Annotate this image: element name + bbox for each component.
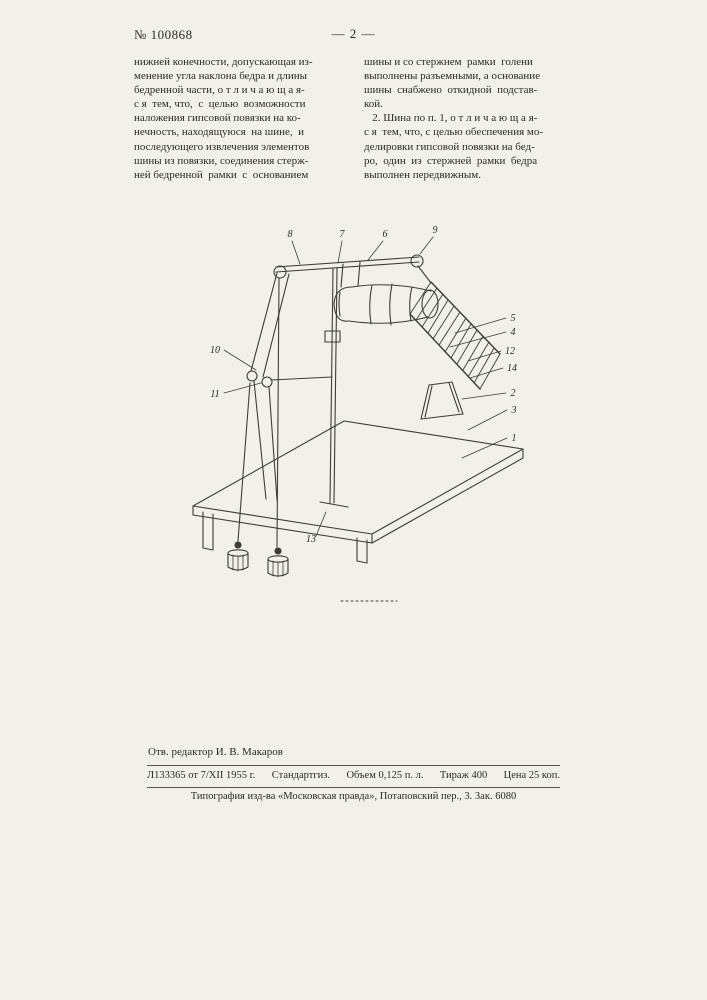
base-board <box>193 421 523 563</box>
figure-label-12: 12 <box>505 346 515 357</box>
hinge-joint <box>247 371 257 381</box>
figure-label-6: 6 <box>382 229 388 240</box>
figure-label-4: 4 <box>510 327 516 338</box>
figure-label-9: 9 <box>432 225 438 236</box>
figure-label-13: 13 <box>306 534 316 545</box>
print-info-line <box>147 770 560 781</box>
footer-divider-top <box>147 765 560 766</box>
footer-divider-bottom <box>147 787 560 788</box>
editor-line: Отв. редактор И. В. Макаров <box>148 746 283 758</box>
print-order-number: Л133365 от 7/XII 1955 г. <box>147 770 256 781</box>
figure-label-10: 10 <box>210 345 220 356</box>
weights <box>228 278 288 577</box>
cord <box>238 383 250 541</box>
typography-line: Типография изд-ва «Московская правда», Потаповский пер., 3. Зак. 6080 <box>190 791 517 802</box>
print-volume: Объем 0,125 п. л. <box>346 770 424 781</box>
right-column-text: шины и со стержнем рамки голени выполнены разъемными, а основание шины снабжено откидной подстав- кой. 2. Шина по п. 1, о т л и ч а ю щ а я- с я тем, что, с целью обеспечения мо- делировки гипсовой повязки на бед- ро, один из стержней рамки бедра выполнен передвижным. <box>364 56 544 181</box>
splint-frame <box>247 255 431 507</box>
print-publisher: Стандартгиз. <box>271 770 331 781</box>
print-circulation: Тираж 400 <box>439 770 488 781</box>
figure-label-7: 7 <box>339 229 345 240</box>
hinge-joint <box>262 377 272 387</box>
figure-labels <box>210 225 517 545</box>
figure-label-11: 11 <box>210 389 220 400</box>
figure-label-2: 2 <box>510 388 516 399</box>
folding-stand <box>421 382 463 419</box>
left-column-text: нижней конечности, допускающая из- менение угла наклона бедра и длины бедренной части, о т л и ч а ю щ а я- с я тем, что, с целью возможности наложения гипсовой повязки на ко- нечность, находящуюся на шине, и последующего извлечения элементов шины из повязки, соединения стерж- ней бедренной рамки с основанием <box>134 56 313 181</box>
figure-label-8: 8 <box>287 229 293 240</box>
figure-label-3: 3 <box>511 405 517 416</box>
thigh-cast <box>334 284 438 325</box>
page-number: — 2 — <box>331 26 376 41</box>
patent-number: № 100868 <box>134 27 193 42</box>
figure-label-14: 14 <box>507 363 517 374</box>
figure-label-1: 1 <box>511 433 517 444</box>
figure-label-5: 5 <box>510 313 516 324</box>
print-price: Цена 25 коп. <box>503 770 560 781</box>
